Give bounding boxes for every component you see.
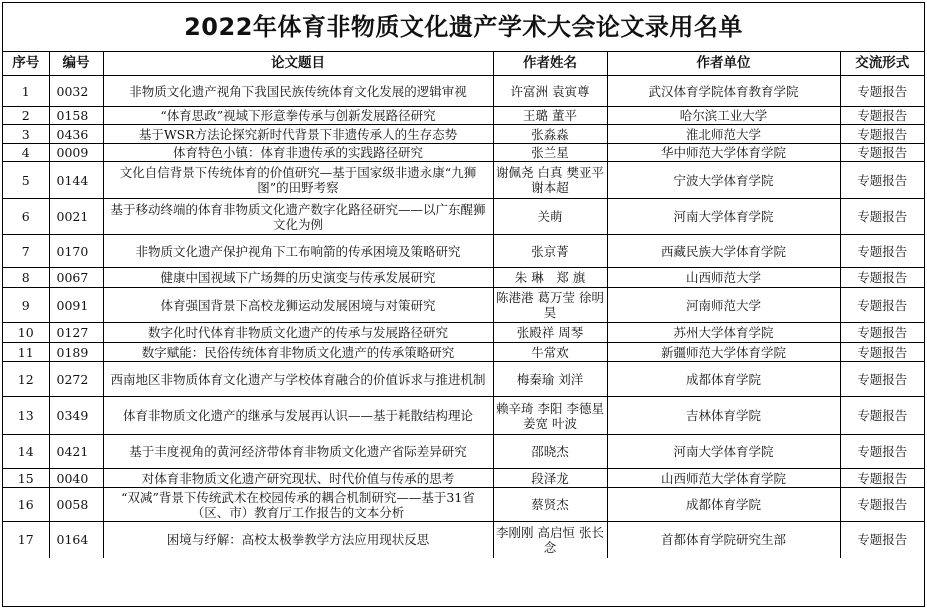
unit-cell: 河南师范大学 [607, 288, 840, 323]
code-cell: 0091 [49, 288, 103, 323]
paper-title-cell: 文化自信背景下传统体育的价值研究—基于国家级非遗永康“九狮图”的田野考察 [103, 162, 493, 199]
paper-title-cell: 对体育非物质文化遗产研究现状、时代价值与传承的思考 [103, 469, 493, 488]
seq-cell: 6 [3, 199, 49, 235]
format-cell: 专题报告 [840, 288, 924, 323]
code-cell: 0021 [49, 199, 103, 235]
table-row [3, 235, 924, 268]
authors-cell: 李刚刚 高启恒 张长念 [493, 522, 607, 558]
unit-cell: 吉林体育学院 [607, 397, 840, 435]
table-row [3, 268, 924, 288]
code-cell: 0170 [49, 235, 103, 268]
seq-cell: 13 [3, 397, 49, 435]
table-row [3, 397, 924, 435]
format-cell: 专题报告 [840, 125, 924, 144]
authors-cell: 赖辛琦 李阳 李德星 姜宽 叶波 [493, 397, 607, 435]
unit-cell: 首都体育学院研究生部 [607, 522, 840, 558]
header-authors: 作者姓名 [493, 52, 607, 76]
unit-cell: 苏州大学体育学院 [607, 323, 840, 343]
format-cell: 专题报告 [840, 162, 924, 199]
table-row [3, 362, 924, 397]
paper-title-cell: 基于移动终端的体育非物质文化遗产数字化路径研究——以广东醒狮文化为例 [103, 199, 493, 235]
table-row [3, 199, 924, 235]
document-title: 2022年体育非物质文化遗产学术大会论文录用名单 [3, 3, 924, 52]
unit-cell: 河南大学体育学院 [607, 435, 840, 469]
seq-cell: 15 [3, 469, 49, 488]
table-header-row [3, 52, 924, 76]
format-cell: 专题报告 [840, 268, 924, 288]
code-cell: 0164 [49, 522, 103, 558]
format-cell: 专题报告 [840, 107, 924, 125]
code-cell: 0009 [49, 144, 103, 162]
table-row [3, 522, 924, 558]
seq-cell: 14 [3, 435, 49, 469]
header-paper-title: 论文题目 [103, 52, 493, 76]
paper-title-cell: 基于丰度视角的黄河经济带体育非物质文化遗产省际差异研究 [103, 435, 493, 469]
authors-cell: 张兰星 [493, 144, 607, 162]
header-code: 编号 [49, 52, 103, 76]
authors-cell: 段泽龙 [493, 469, 607, 488]
format-cell: 专题报告 [840, 343, 924, 362]
header-seq: 序号 [3, 52, 49, 76]
document-sheet [2, 2, 925, 607]
paper-title-cell: 数字赋能：民俗传统体育非物质文化遗产的传承策略研究 [103, 343, 493, 362]
seq-cell: 8 [3, 268, 49, 288]
code-cell: 0144 [49, 162, 103, 199]
seq-cell: 17 [3, 522, 49, 558]
unit-cell: 成都体育学院 [607, 362, 840, 397]
table-row [3, 343, 924, 362]
code-cell: 0158 [49, 107, 103, 125]
format-cell: 专题报告 [840, 323, 924, 343]
format-cell: 专题报告 [840, 362, 924, 397]
authors-cell: 张京菁 [493, 235, 607, 268]
paper-title-cell: 困境与纾解：高校太极拳教学方法应用现状反思 [103, 522, 493, 558]
unit-cell: 华中师范大学体育学院 [607, 144, 840, 162]
seq-cell: 10 [3, 323, 49, 343]
unit-cell: 山西师范大学 [607, 268, 840, 288]
code-cell: 0436 [49, 125, 103, 144]
code-cell: 0058 [49, 488, 103, 522]
paper-title-cell: 体育强国背景下高校龙狮运动发展困境与对策研究 [103, 288, 493, 323]
code-cell: 0272 [49, 362, 103, 397]
table-row [3, 323, 924, 343]
authors-cell: 张殿祥 周琴 [493, 323, 607, 343]
authors-cell: 王璐 董平 [493, 107, 607, 125]
unit-cell: 武汉体育学院体育教育学院 [607, 76, 840, 107]
authors-cell: 朱 琳 郑 旗 [493, 268, 607, 288]
paper-title-cell: “体育思政”视域下形意拳传承与创新发展路径研究 [103, 107, 493, 125]
table-row [3, 435, 924, 469]
paper-title-cell: 基于WSR方法论探究新时代背景下非遗传承人的生存态势 [103, 125, 493, 144]
paper-title-cell: 体育非物质文化遗产的继承与发展再认识——基于耗散结构理论 [103, 397, 493, 435]
table-row [3, 488, 924, 522]
table-row [3, 76, 924, 107]
table-row [3, 288, 924, 323]
paper-title-cell: 非物质文化遗产保护视角下工布响箭的传承困境及策略研究 [103, 235, 493, 268]
authors-cell: 许富洲 袁寅尊 [493, 76, 607, 107]
format-cell: 专题报告 [840, 144, 924, 162]
authors-cell: 邵晓杰 [493, 435, 607, 469]
unit-cell: 山西师范大学体育学院 [607, 469, 840, 488]
format-cell: 专题报告 [840, 488, 924, 522]
format-cell: 专题报告 [840, 199, 924, 235]
seq-cell: 5 [3, 162, 49, 199]
authors-cell: 谢佩尧 白真 樊亚平 谢本超 [493, 162, 607, 199]
header-unit: 作者单位 [607, 52, 840, 76]
seq-cell: 7 [3, 235, 49, 268]
authors-cell: 关萌 [493, 199, 607, 235]
authors-cell: 牛常欢 [493, 343, 607, 362]
table-row [3, 162, 924, 199]
header-format: 交流形式 [840, 52, 924, 76]
authors-cell: 陈港港 葛万莹 徐明昊 [493, 288, 607, 323]
paper-title-cell: 非物质文化遗产视角下我国民族传统体育文化发展的逻辑审视 [103, 76, 493, 107]
format-cell: 专题报告 [840, 469, 924, 488]
unit-cell: 淮北师范大学 [607, 125, 840, 144]
table-row [3, 469, 924, 488]
unit-cell: 河南大学体育学院 [607, 199, 840, 235]
unit-cell: 哈尔滨工业大学 [607, 107, 840, 125]
seq-cell: 1 [3, 76, 49, 107]
paper-title-cell: 西南地区非物质体育文化遗产与学校体育融合的价值诉求与推进机制 [103, 362, 493, 397]
format-cell: 专题报告 [840, 76, 924, 107]
seq-cell: 12 [3, 362, 49, 397]
authors-cell: 蔡贤杰 [493, 488, 607, 522]
authors-cell: 梅秦瑜 刘洋 [493, 362, 607, 397]
paper-title-cell: 体育特色小镇：体育非遗传承的实践路径研究 [103, 144, 493, 162]
code-cell: 0349 [49, 397, 103, 435]
paper-title-cell: 健康中国视域下广场舞的历史演变与传承发展研究 [103, 268, 493, 288]
format-cell: 专题报告 [840, 397, 924, 435]
paper-title-cell: “双减”背景下传统武术在校园传承的耦合机制研究——基于31省（区、市）教育厅工作报告的文本分析 [103, 488, 493, 522]
seq-cell: 11 [3, 343, 49, 362]
seq-cell: 3 [3, 125, 49, 144]
unit-cell: 宁波大学体育学院 [607, 162, 840, 199]
code-cell: 0040 [49, 469, 103, 488]
code-cell: 0067 [49, 268, 103, 288]
seq-cell: 9 [3, 288, 49, 323]
paper-title-cell: 数字化时代体育非物质文化遗产的传承与发展路径研究 [103, 323, 493, 343]
seq-cell: 16 [3, 488, 49, 522]
code-cell: 0421 [49, 435, 103, 469]
table-row [3, 144, 924, 162]
seq-cell: 2 [3, 107, 49, 125]
code-cell: 0127 [49, 323, 103, 343]
format-cell: 专题报告 [840, 235, 924, 268]
authors-cell: 张淼淼 [493, 125, 607, 144]
paper-list-table [3, 52, 924, 558]
code-cell: 0189 [49, 343, 103, 362]
code-cell: 0032 [49, 76, 103, 107]
table-row [3, 125, 924, 144]
unit-cell: 西藏民族大学体育学院 [607, 235, 840, 268]
unit-cell: 成都体育学院 [607, 488, 840, 522]
table-row [3, 107, 924, 125]
seq-cell: 4 [3, 144, 49, 162]
format-cell: 专题报告 [840, 435, 924, 469]
format-cell: 专题报告 [840, 522, 924, 558]
unit-cell: 新疆师范大学体育学院 [607, 343, 840, 362]
